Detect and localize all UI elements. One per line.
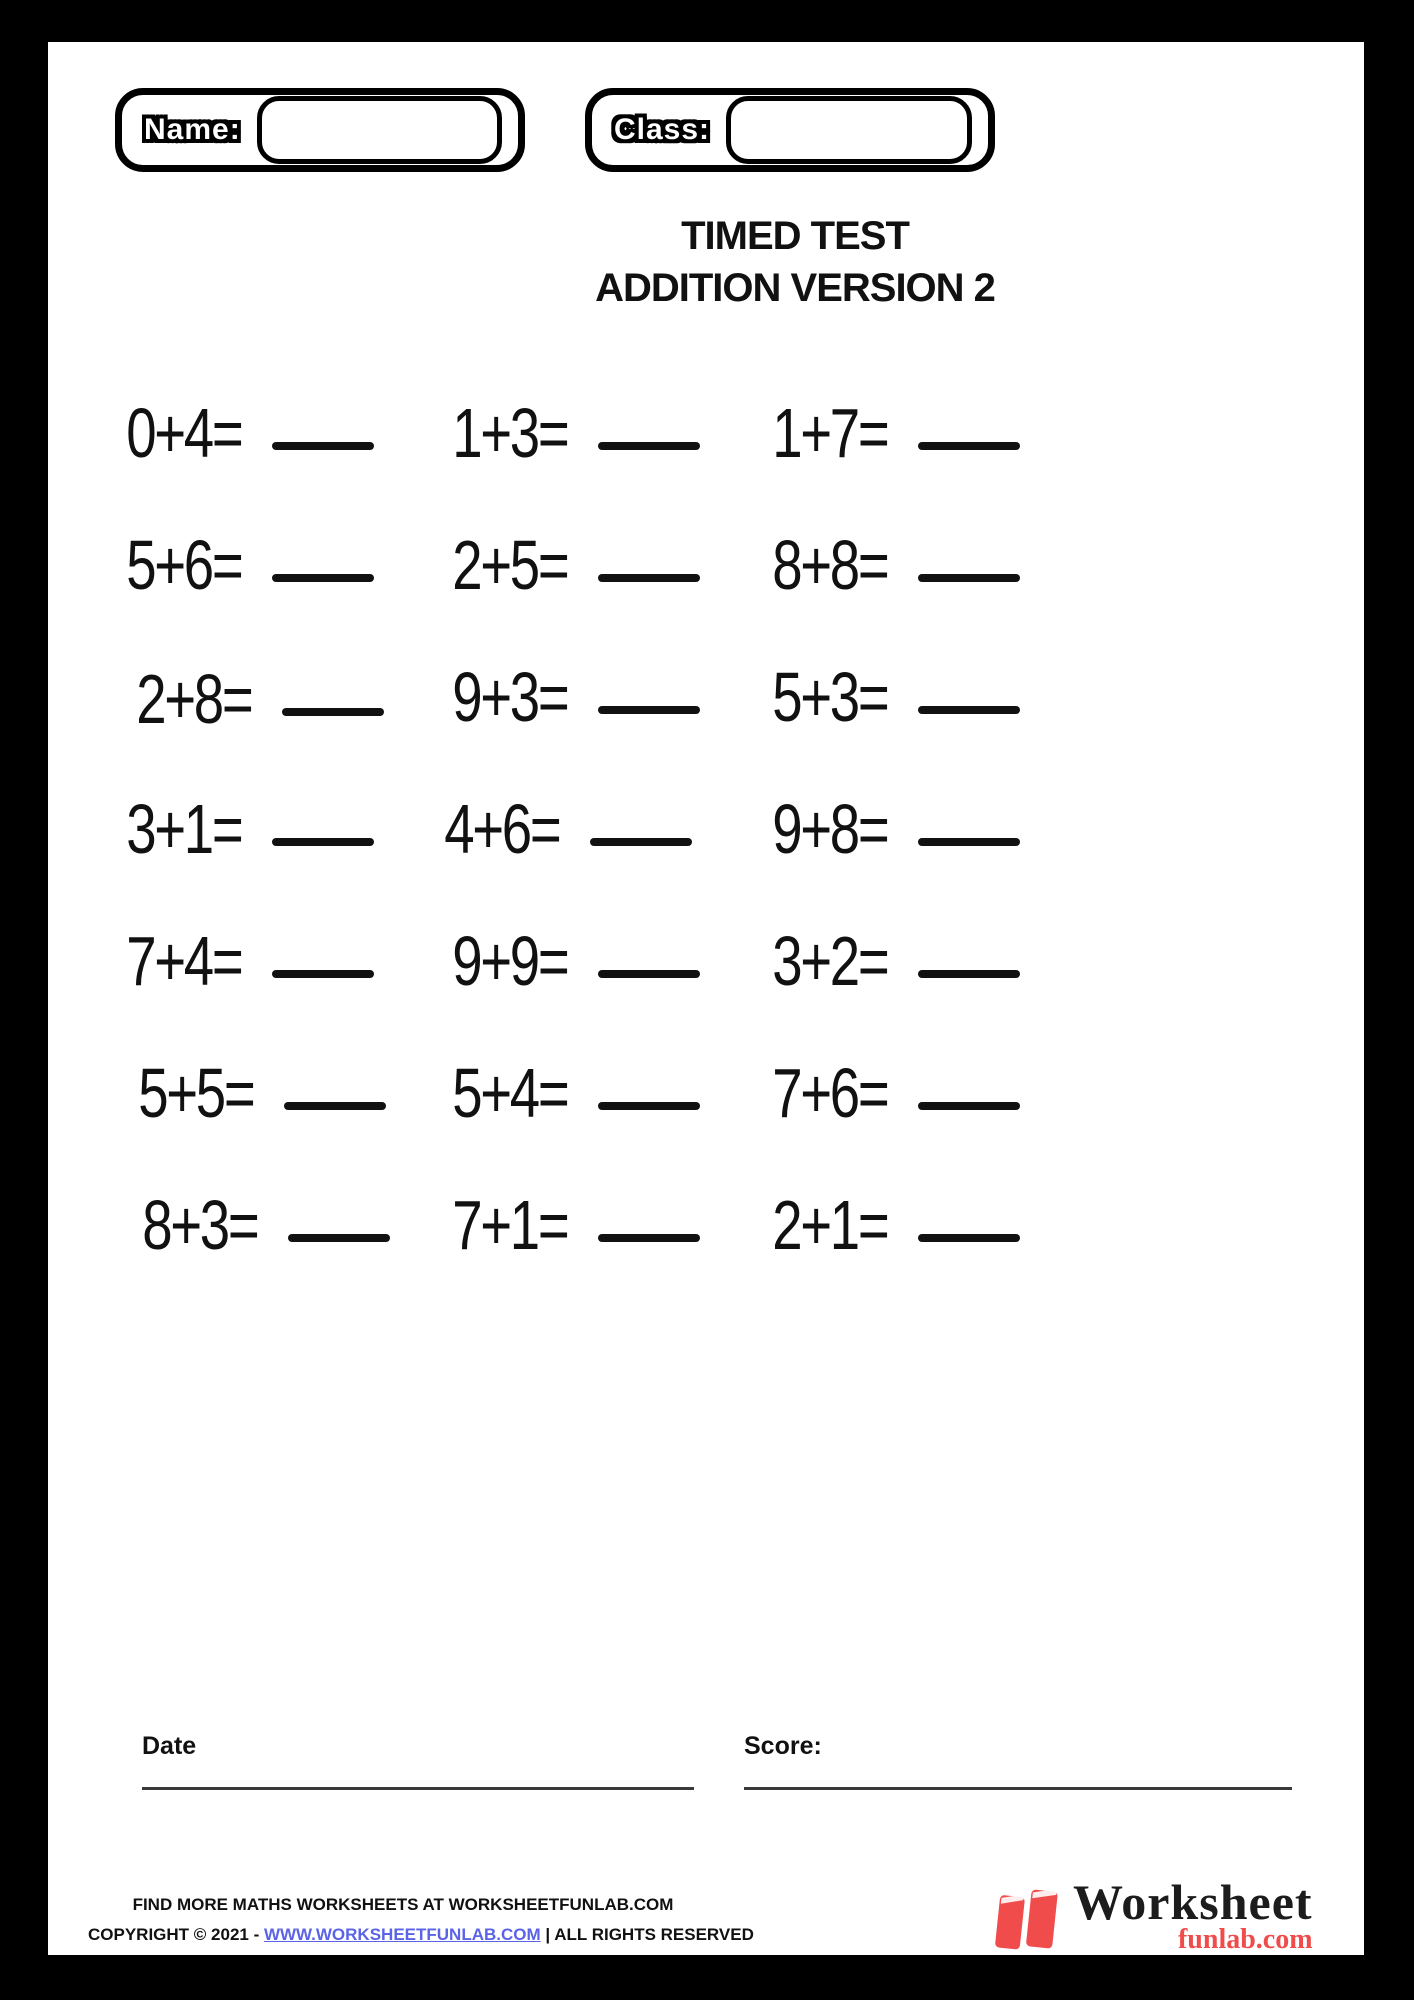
problem-cell bbox=[408, 1027, 728, 1159]
logo-text bbox=[1073, 1876, 1313, 1954]
equation: 2+5= bbox=[452, 526, 568, 604]
equation: 1+3= bbox=[452, 394, 568, 472]
answer-blank bbox=[918, 1102, 1020, 1110]
problem-cell bbox=[728, 1027, 1048, 1159]
answer-blank bbox=[272, 442, 374, 450]
copyright-prefix: COPYRIGHT © 2021 - bbox=[88, 1925, 264, 1944]
answer-blank bbox=[598, 970, 700, 978]
copyright-suffix: | ALL RIGHTS RESERVED bbox=[540, 1925, 754, 1944]
logo-name: Worksheet bbox=[1073, 1874, 1313, 1930]
worksheetfunlab-logo bbox=[993, 1876, 1313, 1958]
equation: 9+9= bbox=[452, 922, 568, 1000]
class-input[interactable] bbox=[726, 96, 972, 164]
equation: 2+8= bbox=[136, 660, 252, 738]
score-line bbox=[744, 1787, 1292, 1790]
class-field-box bbox=[585, 88, 995, 172]
equation: 3+2= bbox=[772, 922, 888, 1000]
logo-domain: funlab.com bbox=[1177, 1924, 1313, 1955]
equation: 2+1= bbox=[772, 1186, 888, 1264]
score-section bbox=[744, 1732, 1292, 1790]
title-line-1: TIMED TEST bbox=[681, 214, 909, 258]
answer-blank bbox=[272, 574, 374, 582]
problem-cell bbox=[92, 633, 412, 765]
answer-blank bbox=[918, 442, 1020, 450]
equation: 5+6= bbox=[126, 526, 242, 604]
answer-blank bbox=[288, 1234, 390, 1242]
footer-line-1: FIND MORE MATHS WORKSHEETS AT WORKSHEETFUNLAB.COM bbox=[132, 1895, 674, 1914]
answer-blank bbox=[284, 1102, 386, 1110]
footer-text bbox=[88, 1890, 754, 1950]
answer-blank bbox=[272, 970, 374, 978]
equation: 5+5= bbox=[138, 1054, 254, 1132]
answer-blank bbox=[272, 838, 374, 846]
name-input[interactable] bbox=[257, 96, 502, 164]
equation: 5+4= bbox=[452, 1054, 568, 1132]
problem-cell bbox=[728, 631, 1048, 763]
problem-cell bbox=[728, 367, 1048, 499]
answer-blank bbox=[282, 708, 384, 716]
problem-cell bbox=[408, 1159, 728, 1291]
answer-blank bbox=[918, 970, 1020, 978]
equation: 7+4= bbox=[126, 922, 242, 1000]
equation: 8+8= bbox=[772, 526, 888, 604]
answer-blank bbox=[598, 1234, 700, 1242]
problem-cell bbox=[82, 763, 402, 895]
problem-cell bbox=[400, 763, 720, 895]
equation: 7+6= bbox=[772, 1054, 888, 1132]
answer-blank bbox=[598, 442, 700, 450]
equation: 4+6= bbox=[444, 790, 560, 868]
equation: 9+3= bbox=[452, 658, 568, 736]
equation: 8+3= bbox=[142, 1186, 258, 1264]
answer-blank bbox=[918, 1234, 1020, 1242]
answer-blank bbox=[918, 838, 1020, 846]
equation: 5+3= bbox=[772, 658, 888, 736]
problem-cell bbox=[408, 367, 728, 499]
equation: 7+1= bbox=[452, 1186, 568, 1264]
footer-line-2 bbox=[88, 1920, 754, 1950]
problem-cell bbox=[728, 1159, 1048, 1291]
footer-link[interactable]: WWW.WORKSHEETFUNLAB.COM bbox=[263, 1925, 541, 1944]
answer-blank bbox=[918, 706, 1020, 714]
date-section bbox=[142, 1732, 694, 1790]
equation: 1+7= bbox=[772, 394, 888, 472]
name-field-box bbox=[115, 88, 525, 172]
answer-blank bbox=[598, 1102, 700, 1110]
worksheet-page bbox=[48, 42, 1364, 1955]
problem-cell bbox=[94, 1027, 414, 1159]
problem-cell bbox=[408, 499, 728, 631]
equation: 3+1= bbox=[126, 790, 242, 868]
title-line-2: ADDITION VERSION 2 bbox=[595, 266, 995, 310]
answer-blank bbox=[918, 574, 1020, 582]
problem-cell bbox=[728, 895, 1048, 1027]
score-label: Score: bbox=[744, 1732, 822, 1760]
date-line bbox=[142, 1787, 694, 1790]
class-label: Class: bbox=[614, 113, 711, 146]
equation: 0+4= bbox=[126, 394, 242, 472]
problem-cell bbox=[728, 499, 1048, 631]
answer-blank bbox=[598, 706, 700, 714]
page-title bbox=[545, 210, 1045, 314]
name-label: Name: bbox=[144, 113, 241, 146]
problem-cell bbox=[82, 367, 402, 499]
problem-cell bbox=[98, 1159, 418, 1291]
problems-grid bbox=[88, 367, 1048, 1291]
problem-cell bbox=[728, 763, 1048, 895]
date-label: Date bbox=[142, 1732, 197, 1760]
problem-cell bbox=[82, 895, 402, 1027]
problem-cell bbox=[408, 895, 728, 1027]
answer-blank bbox=[590, 838, 692, 846]
answer-blank bbox=[598, 574, 700, 582]
problem-cell bbox=[408, 631, 728, 763]
books-icon bbox=[993, 1882, 1067, 1958]
problem-cell bbox=[82, 499, 402, 631]
equation: 9+8= bbox=[772, 790, 888, 868]
